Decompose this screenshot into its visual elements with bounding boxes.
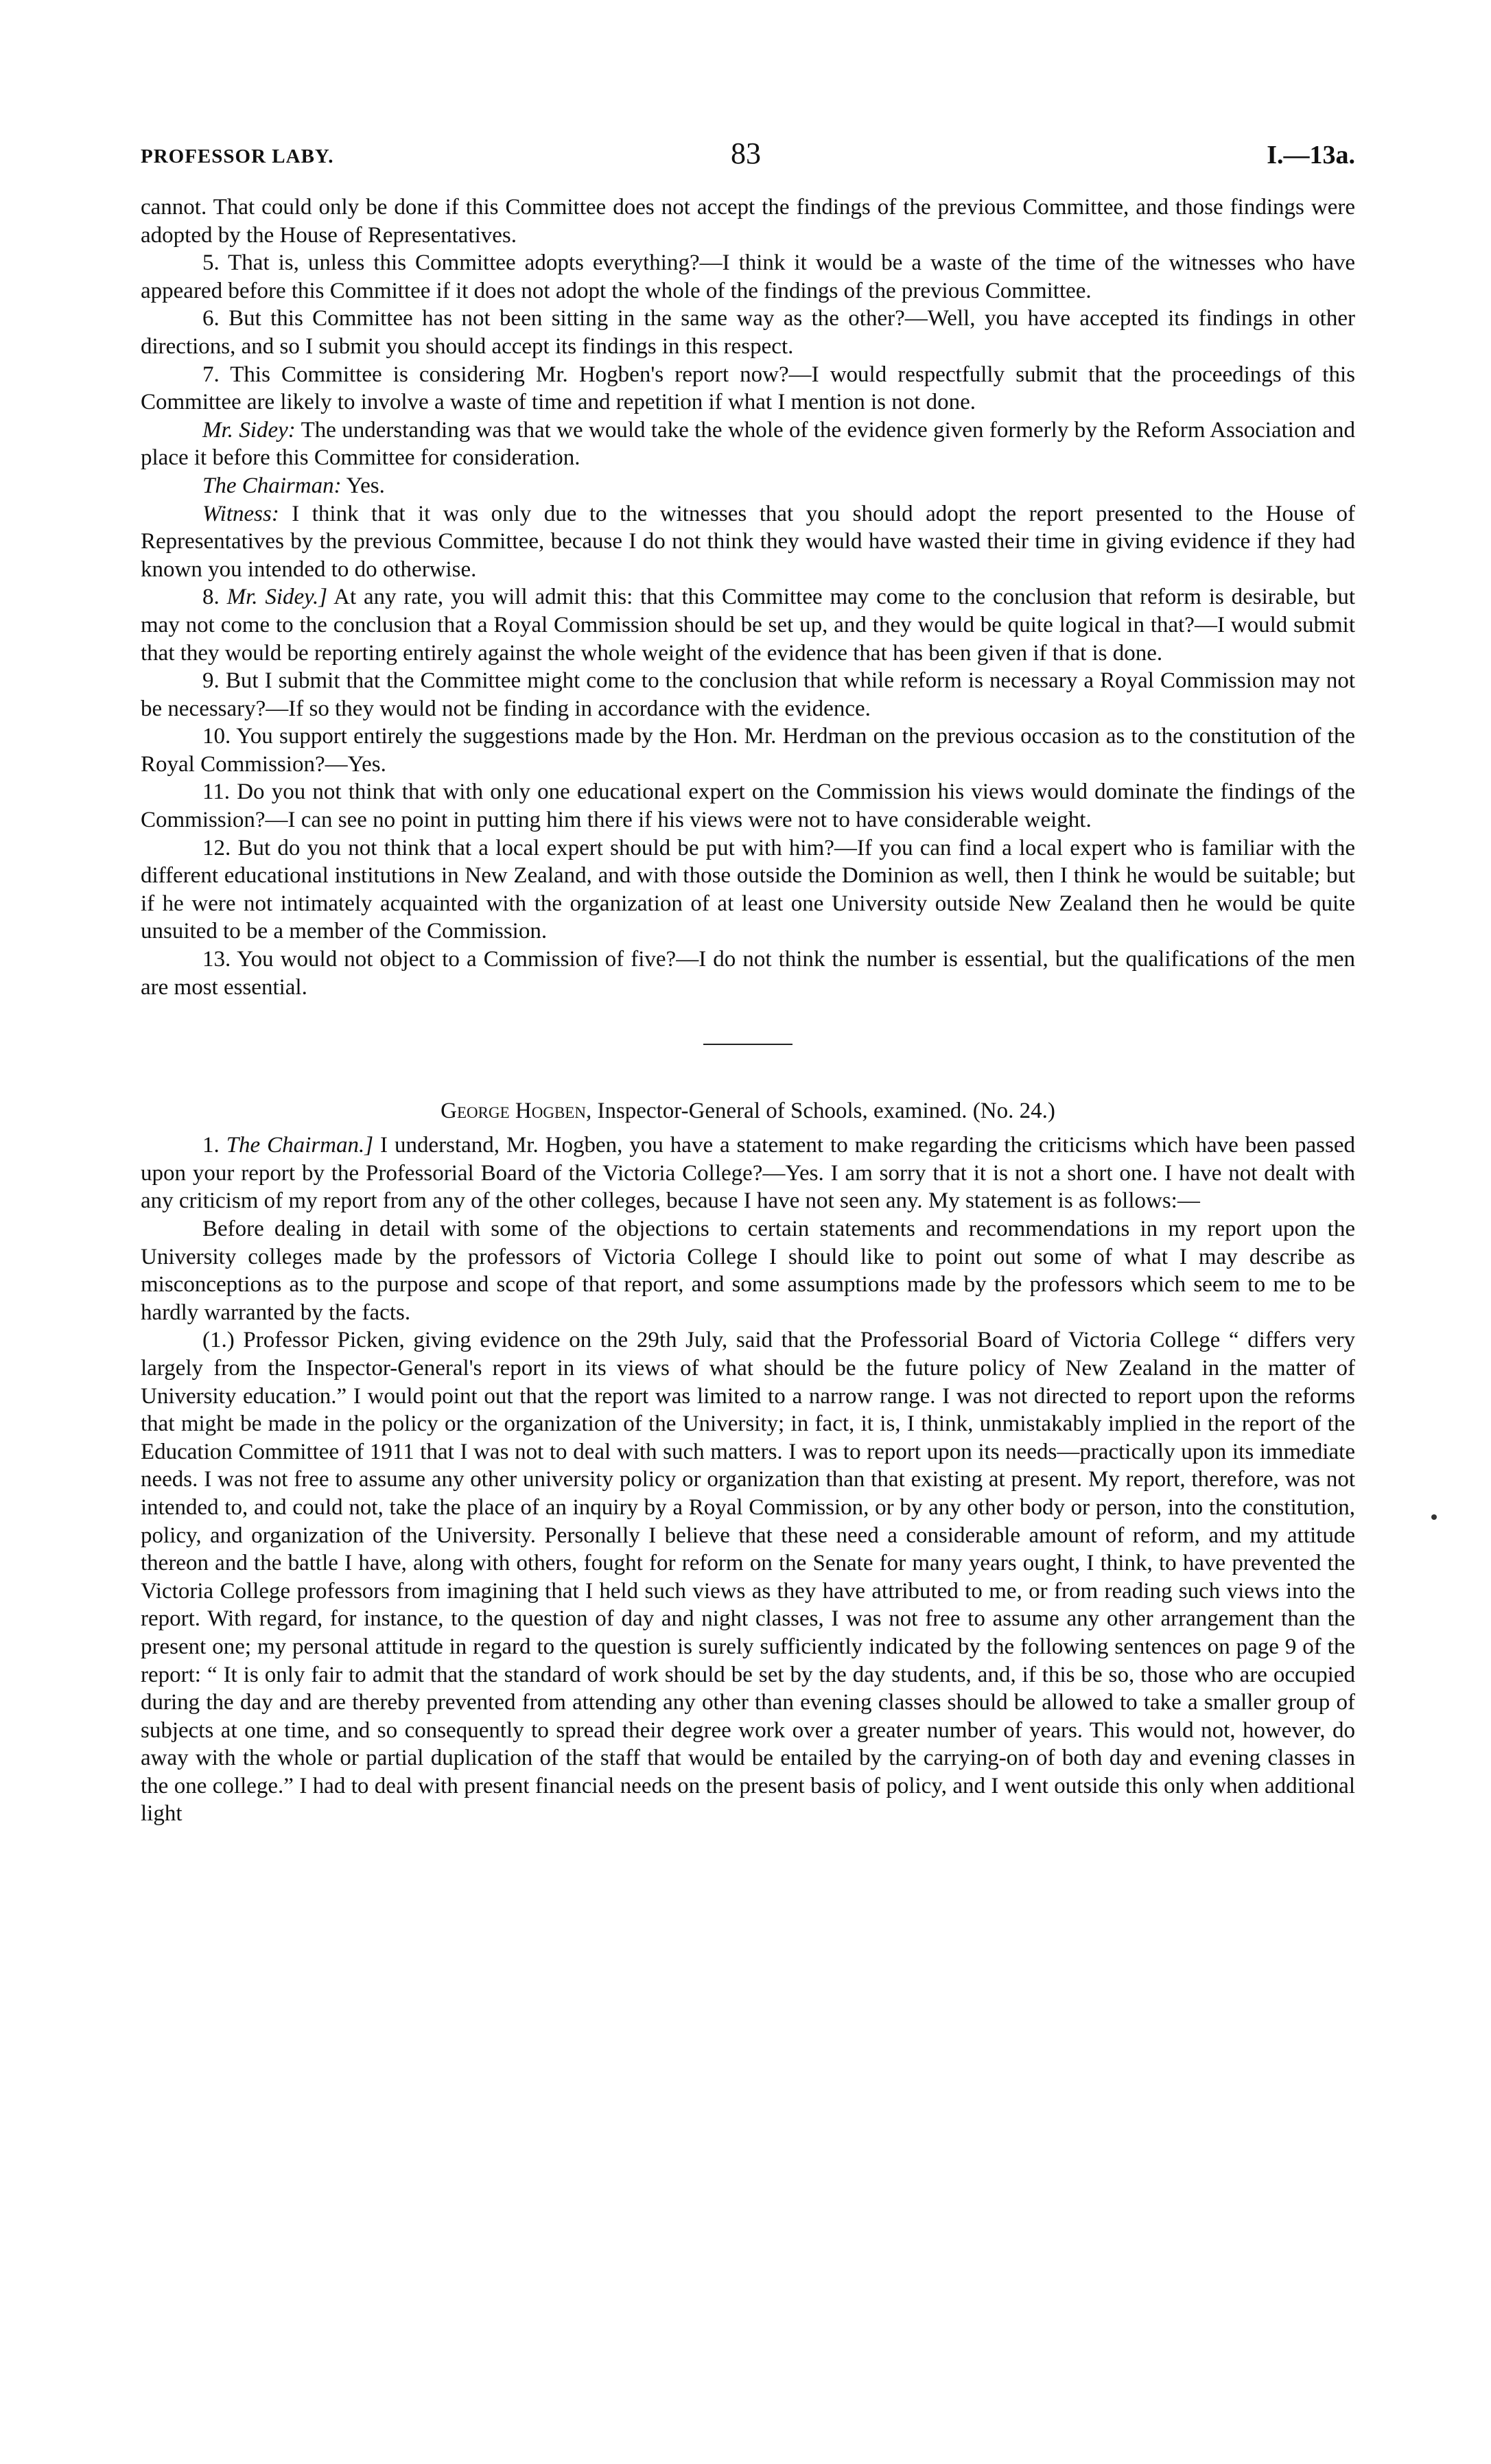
paper-reference: I.—13a. <box>1267 141 1355 169</box>
question-8 <box>141 583 1355 667</box>
speaker-label: The Chairman.] <box>226 1133 374 1158</box>
remark-text: I think that it was only due to the witnesses that you should adopt the report presented to the House of Representatives by the previous Committee, because I do not think they would have wasted their time in giving evidence if they had known you intended to do otherwise. <box>141 501 1355 582</box>
question-number: 8. <box>202 585 220 610</box>
witness-name: George Hogben, <box>441 1099 592 1124</box>
remark-text: Yes. <box>346 473 385 498</box>
document-page <box>141 130 1355 1828</box>
statement-paragraph: Before dealing in detail with some of the objections to certain statements and recommendations in my report upon the University colleges made by the professors of Victoria College I should like to point out some of what I may describe as misconceptions as to the purpose and scope of that report, and some assumptions made by the professors which seem to me to be hardly warranted by the facts. <box>141 1217 1355 1325</box>
question-text: At any rate, you will admit this: that this Committee may come to the conclusion that reform is desirable, but may not come to the conclusion that a Royal Commission should be set up, and they would be quite logical in that?—I would submit that they would be reporting entirely against the whole weight of the evidence that has been given if that is done. <box>141 585 1355 666</box>
page-number: 83 <box>731 137 761 170</box>
question-text: I understand, Mr. Hogben, you have a statement to make regarding the criticisms which have been passed upon your report by the Professorial Board of the Victoria College?—Yes. I am sorry that it is not a short one. I have not dealt with any criticism of my report from any of the other colleges, because I have not seen any. My statement is as follows:— <box>141 1133 1355 1214</box>
question-11: 11. Do you not think that with only one educational expert on the Commission his views would dominate the findings of the Commission?—I can see no point in putting him there if his views were not to have considerable weight. <box>141 779 1355 833</box>
hogben-evidence-section <box>141 1097 1355 1828</box>
header-title: PROFESSOR LABY. <box>141 145 334 167</box>
question-12: 12. But do you not think that a local expert should be put with him?—If you can find a local expert who is familiar with the different educational institutions in New Zealand, and with those outside the Dominion as well, then I think he would be suitable; but if he were not intimately acquainted with the organization of at least one University outside New Zealand then he would be quite unsuited to be a member of the Commission. <box>141 835 1355 944</box>
sidey-remark <box>141 416 1355 472</box>
continuation-paragraph: cannot. That could only be done if this Committee does not accept the findings of the previous Committee, and those findings were adopted by the House of Representatives. <box>141 195 1355 248</box>
margin-mark <box>1431 1514 1437 1520</box>
speaker-label: Mr. Sidey.] <box>226 585 328 610</box>
question-7: 7. This Committee is considering Mr. Hogben's report now?—I would respectfully submit that the proceedings of this Committee are likely to involve a waste of time and repetition if what I mention is not done. <box>141 362 1355 415</box>
question-5: 5. That is, unless this Committee adopts everything?—I think it would be a waste of the time of the witnesses who have appeared before this Committee if it does not adopt the whole of the findings of the previous Committee. <box>141 250 1355 303</box>
question-13: 13. You would not object to a Commission of five?—I do not think the number is essential, but the qualifications of the men are most essential. <box>141 947 1355 1000</box>
laby-evidence-section <box>141 193 1355 1001</box>
speaker-label: The Chairman: <box>202 473 342 498</box>
running-header <box>141 130 1355 178</box>
question-9: 9. But I submit that the Committee might come to the conclusion that while reform is necessary a Royal Commission may not be necessary?—If so they would not be finding in accordance with the evidence. <box>141 668 1355 721</box>
witness-description: Inspector-General of Schools, examined. (No. 24.) <box>597 1099 1055 1124</box>
remark-text: The understanding was that we would take the whole of the evidence given formerly by the Reform Association and place it before this Committee for consideration. <box>141 417 1355 471</box>
witness-heading <box>141 1097 1355 1125</box>
question-6: 6. But this Committee has not been sitting in the same way as the other?—Well, you have accepted its findings in other directions, and so I submit you should accept its findings in this respect. <box>141 306 1355 359</box>
statement-paragraph: (1.) Professor Picken, giving evidence on the 29th July, said that the Professorial Board of Victoria College “ differs very largely from the Inspector-General's report in its views of what should be the future policy of New Zealand in the matter of University education.” I would point out that the report was limited to a narrow range. I was not directed to report upon the reforms that might be made in the policy or the organization of the University; in fact, it is, I think, unmistakably implied in the report of the Education Committee of 1911 that I was not to deal with such matters. I was to report upon its needs—practically upon its immediate needs. I was not free to assume any other university policy or organization than that existing at present. My report, therefore, was not intended to, and could not, take the place of an inquiry by a Royal Commission, or by any other body or person, into the constitution, policy, and organization of the University. Personally I believe that these need a considerable amount of reform, and my attitude thereon and the battle I have, along with others, fought for reform on the Senate for many years ought, I think, to have prevented the Victoria College professors from imagining that I held such views as they have attributed to me, or from reading such views into the report. With regard, for instance, to the question of day and night classes, I was not free to assume any other arrangement than the present one; my personal attitude in regard to the question is surely sufficiently indicated by the following sentences on page 9 of the report: “ It is only fair to admit that the standard of work should be set by the day students, and, if this be so, those who are occupied during the day and are thereby prevented from attending any other than evening classes should be allowed to take a smaller group of subjects at one time, and so consequently to spread their degree work over a greater number of years. This would not, however, do away with the whole or partial duplication of the staff that would be entailed by the carrying-on of both day and evening classes in the one college.” I had to deal with present financial needs on the present basis of policy, and I went outside this only when additional light <box>141 1328 1355 1827</box>
question-10: 10. You support entirely the suggestions made by the Hon. Mr. Herdman on the previous occasion as to the constitution of the Royal Commission?—Yes. <box>141 724 1355 777</box>
speaker-label: Witness: <box>202 501 279 526</box>
question-number: 1. <box>202 1133 220 1158</box>
speaker-label: Mr. Sidey: <box>202 417 296 443</box>
chairman-remark <box>141 472 1355 500</box>
witness-remark <box>141 500 1355 584</box>
question-1 <box>141 1131 1355 1215</box>
section-divider <box>703 1044 793 1045</box>
